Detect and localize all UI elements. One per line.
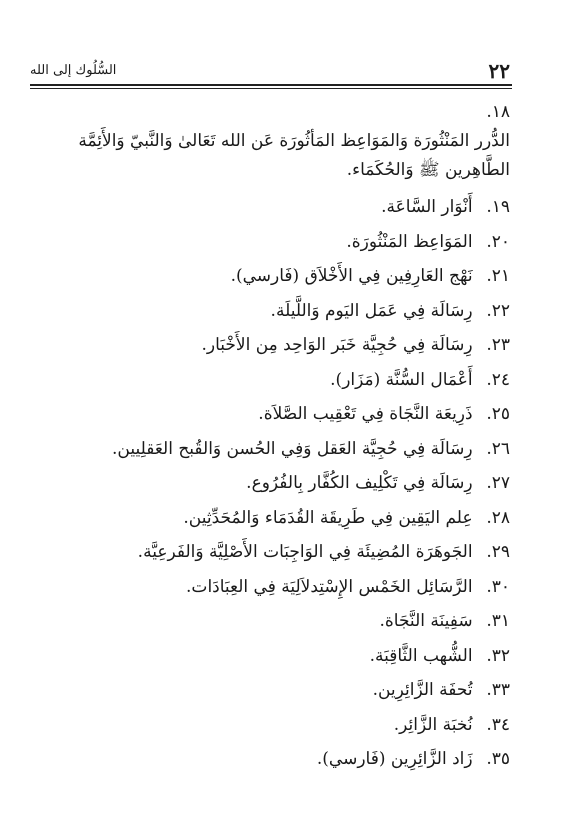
item-text: نُخبَة الزَّائِر. [393, 714, 473, 735]
item-text: الشُّهب الثَّاقِبَة. [369, 645, 473, 666]
list-item [58, 573, 510, 602]
item-number: ٢١. [486, 266, 510, 286]
item-number: ٣٠. [486, 576, 510, 597]
item-number: ٢٢. [486, 300, 510, 321]
list-item [58, 228, 510, 257]
list-item [58, 331, 510, 360]
item-text: ذَرِيعَة النَّجَاة فِي تَعْقِيب الصَّلاَة. [258, 404, 473, 424]
item-number: ٢٧. [486, 473, 510, 493]
item-text: أَنْوَار السَّاعَة. [381, 197, 473, 217]
item-text: رِسَالَة فِي حُجِيَّة العَقل وَفِي الحُسن وَالقُبح العَقلِيين. [111, 438, 473, 459]
book-list [58, 98, 510, 780]
item-text: الرَّسَائِل الخَمْس الإِسْتِدلاَلِيَة فِي العِبَادَات. [186, 576, 473, 597]
item-text: زَاد الزَّائِرِين (فَارسي). [316, 749, 473, 769]
item-text: الدُّرر المَنْثُورَة وَالمَوَاعِظ المَأثُورَة عَن الله تَعَالىٰ وَالنَّبيّ وَالأَئِمَّة الطَّاهِرين ﷺ وَالحُكَمَاء. [78, 131, 510, 180]
running-title: السُّلُوك إلى الله [30, 63, 117, 78]
item-text: رِسَالَة فِي حُجِيَّة خَبَر الوَاحِد مِن الأَخْبَار. [201, 335, 473, 355]
item-number: ٢٦. [486, 438, 510, 459]
item-number: ٣٢. [486, 645, 510, 666]
page-number: ٢٢ [488, 59, 510, 83]
item-number: ٣٣. [486, 680, 510, 700]
list-item [58, 504, 510, 533]
list-item [58, 642, 510, 671]
item-text: الجَوهَرَة المُضِيئَة فِي الوَاجِبَات الأَصْلِيَّة وَالفَرعِيَّة. [137, 542, 473, 562]
item-number: ١٩. [486, 197, 510, 217]
list-item [58, 297, 510, 326]
item-text: رِسَالَة فِي تَكْلِيف الكُفَّار بِالفُرُوع. [246, 473, 473, 493]
list-item [58, 400, 510, 429]
list-item [58, 98, 510, 185]
list-item [58, 469, 510, 498]
item-number: ٢٠. [486, 231, 510, 252]
item-text: المَوَاعِظ المَنْثُورَة. [346, 231, 473, 252]
list-item [58, 607, 510, 636]
item-number: ٢٥. [486, 404, 510, 424]
header-rule [30, 84, 512, 86]
item-text: عِلم اليَقِين فِي طَرِيقَة القُدَمَاء وَالمُحَدِّثِين. [183, 507, 473, 528]
item-number: ١٨. [486, 102, 510, 122]
item-number: ٢٣. [486, 335, 510, 355]
item-number: ٢٨. [486, 507, 510, 528]
item-number: ٢٤. [486, 369, 510, 390]
item-text: سَفِينَة النَّجَاة. [379, 611, 473, 631]
list-item [58, 262, 510, 291]
list-item [58, 366, 510, 395]
list-item [58, 193, 510, 222]
header-rule-thin [30, 88, 512, 89]
item-text: تُحفَة الزَّائِرِين. [372, 680, 473, 700]
item-number: ٣١. [486, 611, 510, 631]
list-item [58, 435, 510, 464]
item-text: أَعْمَال السُّنَّة (مَزَار). [330, 369, 473, 390]
item-number: ٣٥. [486, 749, 510, 769]
item-text: رِسَالَة فِي عَمَل اليَوم وَاللَّيلَة. [270, 300, 473, 321]
list-item [58, 676, 510, 705]
item-number: ٣٤. [486, 714, 510, 735]
list-item [58, 745, 510, 774]
list-item [58, 711, 510, 740]
item-number: ٢٩. [486, 542, 510, 562]
list-item [58, 538, 510, 567]
page-header [30, 60, 510, 82]
item-text: نَهْج العَارِفِين فِي الأَخْلاَق (فَارسي). [230, 266, 473, 286]
